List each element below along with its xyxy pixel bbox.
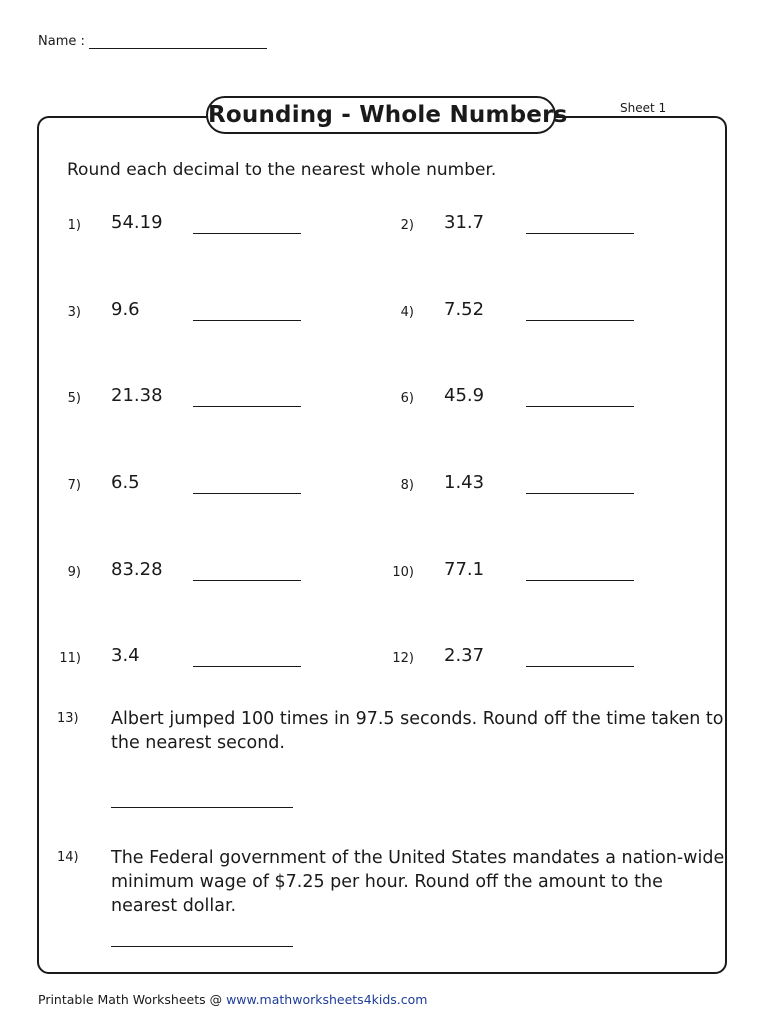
word-problem-text: Albert jumped 100 times in 97.5 seconds. Round off the time taken to the nearest second.: [111, 709, 724, 753]
problem-number: 8): [400, 478, 414, 493]
problem-value: 9.6: [111, 299, 140, 320]
problem-value: 21.38: [111, 385, 163, 406]
footer-prefix: Printable Math Worksheets @: [38, 992, 227, 1007]
name-blank-line[interactable]: [89, 33, 267, 49]
problem-value: 54.19: [111, 212, 163, 233]
answer-line[interactable]: [193, 666, 301, 667]
answer-line[interactable]: [526, 233, 634, 234]
answer-line[interactable]: [193, 406, 301, 407]
answer-line[interactable]: [193, 580, 301, 581]
problem-number: 6): [400, 391, 414, 406]
name-field-row: [38, 33, 267, 49]
answer-line[interactable]: [526, 493, 634, 494]
problem-number: 9): [67, 565, 81, 580]
problem-number: 5): [67, 391, 81, 406]
problem-value: 3.4: [111, 645, 140, 666]
problem-number: 1): [67, 218, 81, 233]
answer-line[interactable]: [111, 807, 293, 808]
problem-number: 12): [392, 651, 414, 666]
problem-value: 83.28: [111, 559, 163, 580]
answer-line[interactable]: [526, 580, 634, 581]
problem-value: 2.37: [444, 645, 485, 666]
problem-value: 45.9: [444, 385, 485, 406]
footer-link[interactable]: www.mathworksheets4kids.com: [226, 992, 428, 1007]
problem-value: 6.5: [111, 472, 140, 493]
problem-value: 31.7: [444, 212, 485, 233]
sheet-label: Sheet 1: [620, 101, 667, 115]
answer-line[interactable]: [526, 320, 634, 321]
answer-line[interactable]: [193, 493, 301, 494]
problem-number: 4): [400, 305, 414, 320]
problem-number: 14): [57, 850, 79, 865]
answer-line[interactable]: [526, 406, 634, 407]
word-problem-text: The Federal government of the United States mandates a nation-wide minimum wage of $7.25 per hour. Round off the amount to the nearest dollar.: [111, 848, 725, 916]
problem-value: 7.52: [444, 299, 485, 320]
problem-number: 13): [57, 711, 79, 726]
answer-line[interactable]: [526, 666, 634, 667]
problem-number: 7): [67, 478, 81, 493]
worksheet-title: Rounding - Whole Numbers: [206, 96, 556, 134]
problem-number: 10): [392, 565, 414, 580]
answer-line[interactable]: [111, 946, 293, 947]
problem-number: 11): [59, 651, 81, 666]
answer-line[interactable]: [193, 233, 301, 234]
problem-value: 1.43: [444, 472, 485, 493]
name-label: Name :: [38, 34, 85, 49]
problem-number: 2): [400, 218, 414, 233]
answer-line[interactable]: [193, 320, 301, 321]
problem-number: 3): [67, 305, 81, 320]
problem-value: 77.1: [444, 559, 485, 580]
footer: [38, 992, 427, 1007]
instruction-text: Round each decimal to the nearest whole number.: [67, 160, 497, 180]
